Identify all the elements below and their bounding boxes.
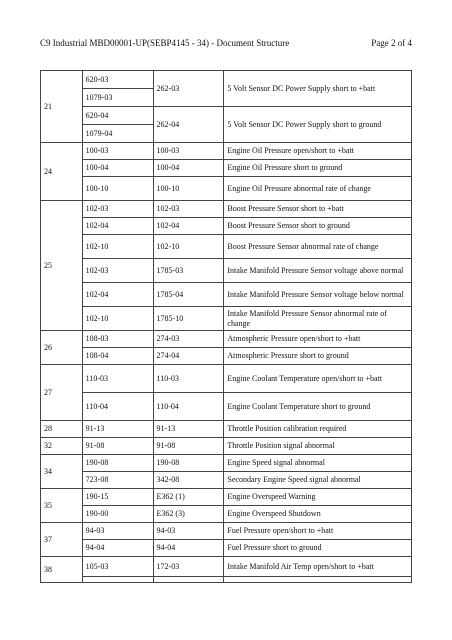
group-number-cell: 38 bbox=[41, 557, 83, 583]
table-row bbox=[41, 523, 412, 540]
mapped-code-cell: 1785-10 bbox=[153, 307, 224, 331]
code-cell: 91-13 bbox=[82, 421, 153, 438]
table-row bbox=[41, 283, 412, 307]
table-row bbox=[41, 506, 412, 523]
code-cell: 102-03 bbox=[82, 259, 153, 283]
table-row bbox=[41, 557, 412, 577]
description-cell: 5 Volt Sensor DC Power Supply short to +batt bbox=[224, 71, 412, 107]
description-cell: Throttle Position signal abnormal bbox=[224, 438, 412, 455]
description-cell: Engine Coolant Temperature open/short to +batt bbox=[224, 365, 412, 393]
description-cell: Engine Overspeed Warning bbox=[224, 489, 412, 506]
mapped-code-cell bbox=[153, 577, 224, 583]
code-cell: 91-08 bbox=[82, 438, 153, 455]
table-row bbox=[41, 177, 412, 201]
table-row bbox=[41, 455, 412, 472]
description-cell: 5 Volt Sensor DC Power Supply short to ground bbox=[224, 107, 412, 143]
mapped-code-cell: 102-03 bbox=[153, 201, 224, 218]
code-cell: 94-04 bbox=[82, 540, 153, 557]
description-cell: Intake Manifold Pressure Sensor abnormal rate of change bbox=[224, 307, 412, 331]
table-row bbox=[41, 307, 412, 331]
description-cell: Secondary Engine Speed signal abnormal bbox=[224, 472, 412, 489]
mapped-code-cell: 100-04 bbox=[153, 160, 224, 177]
table-row bbox=[41, 577, 412, 583]
description-cell: Engine Overspeed Shutdown bbox=[224, 506, 412, 523]
mapped-code-cell: 172-03 bbox=[153, 557, 224, 577]
code-cell: 102-10 bbox=[82, 307, 153, 331]
description-cell: Throttle Position calibration required bbox=[224, 421, 412, 438]
code-cell: 110-03 bbox=[82, 365, 153, 393]
code-cell: 190-00 bbox=[82, 506, 153, 523]
mapped-code-cell: 102-04 bbox=[153, 218, 224, 235]
description-cell: Fuel Pressure short to ground bbox=[224, 540, 412, 557]
mapped-code-cell: 100-03 bbox=[153, 143, 224, 160]
code-cell: 190-15 bbox=[82, 489, 153, 506]
group-number-cell: 37 bbox=[41, 523, 83, 557]
table-row bbox=[41, 259, 412, 283]
table-row bbox=[41, 143, 412, 160]
description-cell: Atmospheric Pressure open/short to +batt bbox=[224, 331, 412, 348]
mapped-code-cell: E362 (3) bbox=[153, 506, 224, 523]
group-number-cell: 32 bbox=[41, 438, 83, 455]
mapped-code-cell: 110-04 bbox=[153, 393, 224, 421]
mapped-code-cell: 262-03 bbox=[153, 71, 224, 107]
table-row bbox=[41, 472, 412, 489]
code-cell: 100-03 bbox=[82, 143, 153, 160]
description-cell: Engine Speed signal abnormal bbox=[224, 455, 412, 472]
table-row bbox=[41, 438, 412, 455]
mapped-code-cell: E362 (1) bbox=[153, 489, 224, 506]
table-row bbox=[41, 71, 412, 89]
mapped-code-cell: 91-13 bbox=[153, 421, 224, 438]
code-cell: 102-03 bbox=[82, 201, 153, 218]
code-cell: 620-04 bbox=[82, 107, 153, 125]
mapped-code-cell: 190-08 bbox=[153, 455, 224, 472]
mapped-code-cell: 342-08 bbox=[153, 472, 224, 489]
table-row bbox=[41, 540, 412, 557]
code-cell: 108-04 bbox=[82, 348, 153, 365]
description-cell: Boost Pressure Sensor abnormal rate of change bbox=[224, 235, 412, 259]
description-cell bbox=[224, 577, 412, 583]
mapped-code-cell: 274-04 bbox=[153, 348, 224, 365]
group-number-cell: 24 bbox=[41, 143, 83, 201]
description-cell: Intake Manifold Air Temp open/short to +batt bbox=[224, 557, 412, 577]
description-cell: Engine Coolant Temperature short to ground bbox=[224, 393, 412, 421]
mapped-code-cell: 1785-04 bbox=[153, 283, 224, 307]
mapped-code-cell: 262-04 bbox=[153, 107, 224, 143]
mapped-code-cell: 100-10 bbox=[153, 177, 224, 201]
page-number: Page 2 of 4 bbox=[371, 38, 412, 48]
description-cell: Intake Manifold Pressure Sensor voltage above normal bbox=[224, 259, 412, 283]
code-cell bbox=[82, 577, 153, 583]
description-cell: Fuel Pressure open/short to +batt bbox=[224, 523, 412, 540]
code-cell: 723-08 bbox=[82, 472, 153, 489]
table-row bbox=[41, 235, 412, 259]
description-cell: Boost Pressure Sensor short to ground bbox=[224, 218, 412, 235]
page-header bbox=[40, 38, 412, 52]
code-cell: 110-04 bbox=[82, 393, 153, 421]
group-number-cell: 34 bbox=[41, 455, 83, 489]
group-number-cell: 28 bbox=[41, 421, 83, 438]
mapped-code-cell: 91-08 bbox=[153, 438, 224, 455]
mapped-code-cell: 94-03 bbox=[153, 523, 224, 540]
code-cell: 1079-04 bbox=[82, 125, 153, 143]
table-row bbox=[41, 393, 412, 421]
description-cell: Intake Manifold Pressure Sensor voltage below normal bbox=[224, 283, 412, 307]
code-cell: 190-08 bbox=[82, 455, 153, 472]
code-cell: 102-10 bbox=[82, 235, 153, 259]
code-cell: 100-10 bbox=[82, 177, 153, 201]
table-row bbox=[41, 421, 412, 438]
table-row bbox=[41, 348, 412, 365]
table-row bbox=[41, 160, 412, 177]
code-cell: 94-03 bbox=[82, 523, 153, 540]
table-row bbox=[41, 218, 412, 235]
group-number-cell: 21 bbox=[41, 71, 83, 143]
mapped-code-cell: 1785-03 bbox=[153, 259, 224, 283]
table-row bbox=[41, 107, 412, 125]
group-number-cell: 27 bbox=[41, 365, 83, 421]
description-cell: Engine Oil Pressure abnormal rate of change bbox=[224, 177, 412, 201]
code-cell: 102-04 bbox=[82, 283, 153, 307]
description-cell: Engine Oil Pressure open/short to +batt bbox=[224, 143, 412, 160]
description-cell: Atmospheric Pressure short to ground bbox=[224, 348, 412, 365]
table-row bbox=[41, 489, 412, 506]
mapped-code-cell: 274-03 bbox=[153, 331, 224, 348]
code-cell: 105-03 bbox=[82, 557, 153, 577]
table-row bbox=[41, 201, 412, 218]
code-cell: 108-03 bbox=[82, 331, 153, 348]
table-row bbox=[41, 365, 412, 393]
group-number-cell: 26 bbox=[41, 331, 83, 365]
description-cell: Engine Oil Pressure short to ground bbox=[224, 160, 412, 177]
table-row bbox=[41, 331, 412, 348]
group-number-cell: 35 bbox=[41, 489, 83, 523]
group-number-cell: 25 bbox=[41, 201, 83, 331]
code-cell: 620-03 bbox=[82, 71, 153, 89]
code-cell: 100-04 bbox=[82, 160, 153, 177]
document-title: C9 Industrial MBD00001-UP(SEBP4145 - 34) - Document Structure bbox=[40, 38, 290, 48]
mapped-code-cell: 102-10 bbox=[153, 235, 224, 259]
diagnostic-code-table bbox=[40, 70, 412, 583]
description-cell: Boost Pressure Sensor short to +batt bbox=[224, 201, 412, 218]
code-cell: 102-04 bbox=[82, 218, 153, 235]
code-cell: 1079-03 bbox=[82, 89, 153, 107]
mapped-code-cell: 110-03 bbox=[153, 365, 224, 393]
mapped-code-cell: 94-04 bbox=[153, 540, 224, 557]
